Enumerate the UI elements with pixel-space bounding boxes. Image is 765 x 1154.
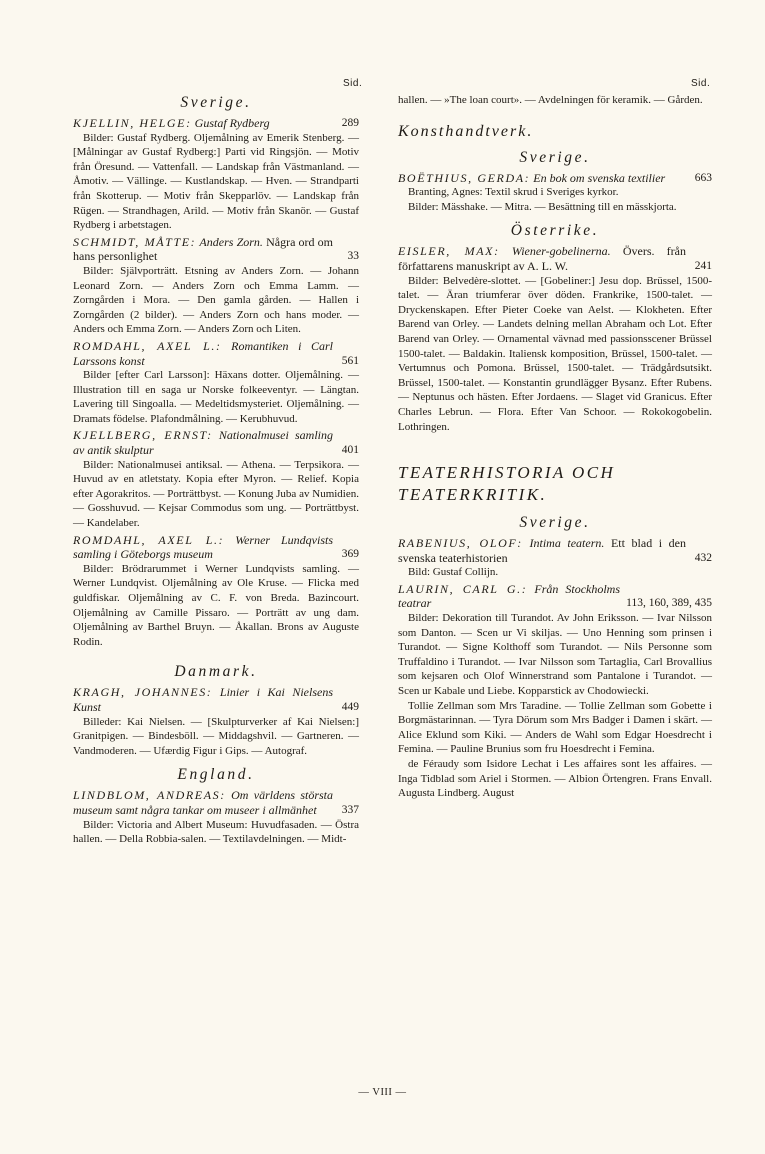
entry: [398, 171, 712, 215]
entry-title: Linier i Kai Nielsens Kunst: [73, 685, 333, 714]
entry-body: Tollie Zellman som Mrs Taradine. — Tollie Zellman som Gobette i Borgmästarinnan. — Tyra Dörum som Mrs Badger i Damen i skärt. — Alice Eklund som Kiki. — Anders de Wahl som Edgar Hoesdrecht i Femina. — Pauline Brunius som fru Hoesdrecht i Femina.: [398, 699, 712, 756]
entry-author: BOËTHIUS, GERDA:: [398, 170, 531, 185]
country-heading: Sverige.: [519, 148, 591, 166]
entry-body: de Féraudy som Isidore Lechat i Les affaires sont les affaires. — Inga Tidblad som Ariel i Stormen. — Albion Örtengren. Frans Envall. Augusta Lindberg. August: [398, 758, 712, 800]
entry-page: 369: [341, 548, 359, 561]
entry-heading: [73, 685, 359, 714]
country-heading: Sverige.: [180, 94, 252, 111]
country-heading: Österrike.: [510, 222, 600, 240]
entry-title-cont: Ett blad i den svenska teaterhistorien: [398, 536, 687, 565]
entry: [398, 536, 712, 580]
entry-author: SCHMIDT, MÅTTE:: [73, 234, 197, 249]
entry-body: Bilder: Brödrarummet i Werner Lundqvists samling. — Werner Lundqvist. Oljemålning av Ole Kruse. — Flicka med guldfiskar. Oljemålning av C. F. von Breda. Bazincourt. Oljemålning av Camille Pissaro. — Porträtt av ung dam. Oljemålning av Barthel Bruyn. — Åkallan. Brons av Auguste Rodin.: [73, 562, 359, 648]
entry-body: Bilder [efter Carl Larsson]: Häxans dotter. Oljemålning. — Illustration till en saga ur Norske folkeeventyr. — Längtan. Lavering till Singoalla. — Medeltidsmysteriet. Oljemålning. — Dramats födelse. Plafondmålning. — Kerubhuvud.: [73, 369, 359, 425]
entry-heading: [398, 582, 712, 611]
entry-page: 432: [694, 551, 712, 564]
entry: [73, 788, 359, 846]
entry-heading: [73, 116, 359, 131]
entry-title-cont: Övers. från författarens manuskript av A. L. W.: [398, 244, 686, 273]
entry-body: Bilder: Mässhake. — Mitra. — Besättning till en mässkjorta.: [408, 200, 677, 213]
entry-heading: [73, 428, 359, 457]
country-heading: Danmark.: [174, 663, 258, 681]
entry-page: 113, 160, 389, 435: [626, 597, 712, 610]
entry-body: Bilder: Självporträtt. Etsning av Anders Zorn. — Johann Leonard Zorn. — Anders Zorn och Emma Lamm. — Zorngården i Mora. — Den gamla gården. — Hallen i Zorngården (2 bilder). — Anders Zorn och hans moder. — Anders och Emma Zorn. — Anders Zorn och Liten.: [73, 264, 359, 336]
section-heading: Konsthandtverk.: [398, 122, 534, 140]
entry-page: 663: [694, 171, 712, 184]
entry-author: LAURIN, CARL G.:: [398, 581, 528, 596]
entry-page: 449: [341, 700, 359, 713]
entry-page: 33: [347, 250, 359, 263]
country-heading: Sverige.: [519, 514, 591, 532]
entry: [73, 339, 359, 427]
entry-title: Från Stockholms teatrar: [398, 581, 621, 611]
entry-author: KJELLBERG, ERNST:: [73, 428, 213, 443]
entry-author: LINDBLOM, ANDREAS:: [73, 788, 226, 803]
entry-body: Branting, Agnes: Textil skrud i Sveriges kyrkor.: [408, 186, 619, 199]
entry-author: ROMDAHL, AXEL L.:: [73, 532, 225, 547]
continued-text: hallen. — »The loan court». — Avdelningen för keramik. — Gården.: [398, 94, 703, 106]
entry-author: KRAGH, JOHANNES:: [73, 685, 213, 700]
entry-body: Bilder: Gustaf Rydberg. Oljemålning av Emerik Stenberg. — [Målningar av Gustaf Rydberg:] Parti vid Ringsjön. — Motiv från Öresund. — Vattenfall. — Landskap från Västmanland. — Åmotiv. — Vällinge. — Kustlandskap. — Hven. — Strandparti från Skotterup. — Motiv från Skepparlöv. — Landskap från Rügen. — Strandhagen, Arild. — Motiv från Skanör. — Gustaf Rydberg i arbetstagen.: [73, 131, 359, 232]
right-column: [398, 78, 712, 803]
entry-title: Romantiken i Carl Larssons konst: [73, 338, 333, 368]
entry-body: Bilder: Victoria and Albert Museum: Huvudfasaden. — Östra hallen. — Della Robbia-salen. — Textilavdelningen. — Midt-: [73, 818, 359, 846]
country-heading: England.: [177, 766, 255, 784]
entry: [73, 235, 359, 337]
entry-heading: [398, 244, 712, 273]
entry-author: ROMDAHL, AXEL L.:: [73, 338, 222, 353]
left-column: [73, 78, 359, 849]
entry-title: Om världens största museum samt några tankar om museer i allmänhet: [73, 788, 334, 817]
entry-title: Nationalmusei samling av antik skulptur: [73, 428, 333, 458]
entry-body: Bilder: Belvedère-slottet. — [Gobeliner:] Jesu dop. Brüssel, 1500-talet. — Äran triumferar över döden. Frankrike, 1500-talet. — Dryckenskapen. Efter Pieter Coeke van Aelst. — Klokheten. Efter Barend van Orley. — Landets delning mellan Abraham och Lot. Efter Barend van Orley. — Ornamental vävnad med passionsscener Brüssel 1500-talet. — Baldakin. Italiensk komposition, Brüssel, 1500-talet. — Vertumnus och Pomona. Brüssel, 1500-talet. — Trädgårdsutsikt. Brüssel, 1500-talet. — Konstantin grundlägger Bysanz. Efter Rubens. — Neptunus och hästen. Efter Jordaens. — Slaget vid Granicus. Efter Charles Lebrun. — Flora. Efter Van Schoor. — Rokokogobelin. Lothringen.: [398, 274, 712, 433]
entry-body: Bilder: Dekoration till Turandot. Av John Eriksson. — Ivar Nilsson som Danton. — Scen ur Vi skiljas. — Uno Henning som prinsen i Turandot. — Signe Kolthoff som Turandot. — Nils Personne som Truffaldino i Turandot. — Ivar Nilsson som Tartaglia, Carl Brovallius som kejsaren och Olof Winnerstrand som Pantalone i Turandot. — Scen ur Kabale und Liebe. Kopparstick av Chodowiecki.: [398, 612, 712, 698]
entry-body: Bilder: Nationalmusei antiksal. — Athena. — Terpsikora. — Huvud av en atletstaty. Kopia efter Myron. — Relief. Kopia efter Agorakritos. — Porträttbyst. — Konung Juba av Numidien. — Gosshuvud. — Kejsar Commodus som ung. — Porträttbyst. — Kandelaber.: [73, 458, 359, 530]
entry-heading: [73, 339, 359, 368]
entry-heading: [73, 235, 359, 264]
entry-title: Wiener-gobelinerna.: [511, 244, 611, 259]
entry-heading: [73, 788, 359, 817]
entry-title: Werner Lundqvists samling i Göteborgs museum: [73, 532, 333, 562]
sid-label-right: Sid.: [691, 78, 711, 89]
entry-page: 241: [694, 259, 712, 272]
entry-title: En bok om svenska textilier: [533, 170, 666, 185]
entry-author: EISLER, MAX:: [398, 244, 500, 259]
sid-label-left: Sid.: [343, 78, 363, 89]
entry-page: 401: [341, 444, 359, 457]
entry-title-cont: Några ord om hans personlighet: [73, 234, 334, 264]
entry-heading: [398, 171, 712, 186]
entry-title: Intima teatern.: [529, 536, 605, 551]
entry-title: Anders Zorn.: [199, 234, 263, 249]
entry-body: Billeder: Kai Nielsen. — [Skulpturverker af Kai Nielsen:] Granitpigen. — Bindesböll. — Middagshvil. — Gartneren. — Vandmoderen. — Ufærdig Figur i Gips. — Autograf.: [73, 715, 359, 757]
section-heading: TEATERHISTORIA OCH TEATERKRITIK.: [398, 463, 616, 505]
entry: [73, 533, 359, 650]
page-number: — VIII —: [358, 1087, 407, 1098]
entry-title: Gustaf Rydberg: [194, 116, 270, 130]
entry-heading: [398, 536, 712, 565]
entry: [398, 244, 712, 434]
entry-body: Bild: Gustaf Collijn.: [408, 566, 499, 579]
entry: [398, 582, 712, 801]
entry-page: 561: [341, 354, 359, 367]
entry-page: 337: [341, 803, 359, 816]
entry-author: RABENIUS, OLOF:: [398, 536, 523, 551]
entry: [73, 116, 359, 233]
entry-page: 289: [341, 117, 359, 129]
entry-author: KJELLIN, HELGE:: [73, 116, 192, 130]
entry: [73, 685, 359, 758]
entry: [73, 428, 359, 530]
entry-heading: [73, 533, 359, 562]
